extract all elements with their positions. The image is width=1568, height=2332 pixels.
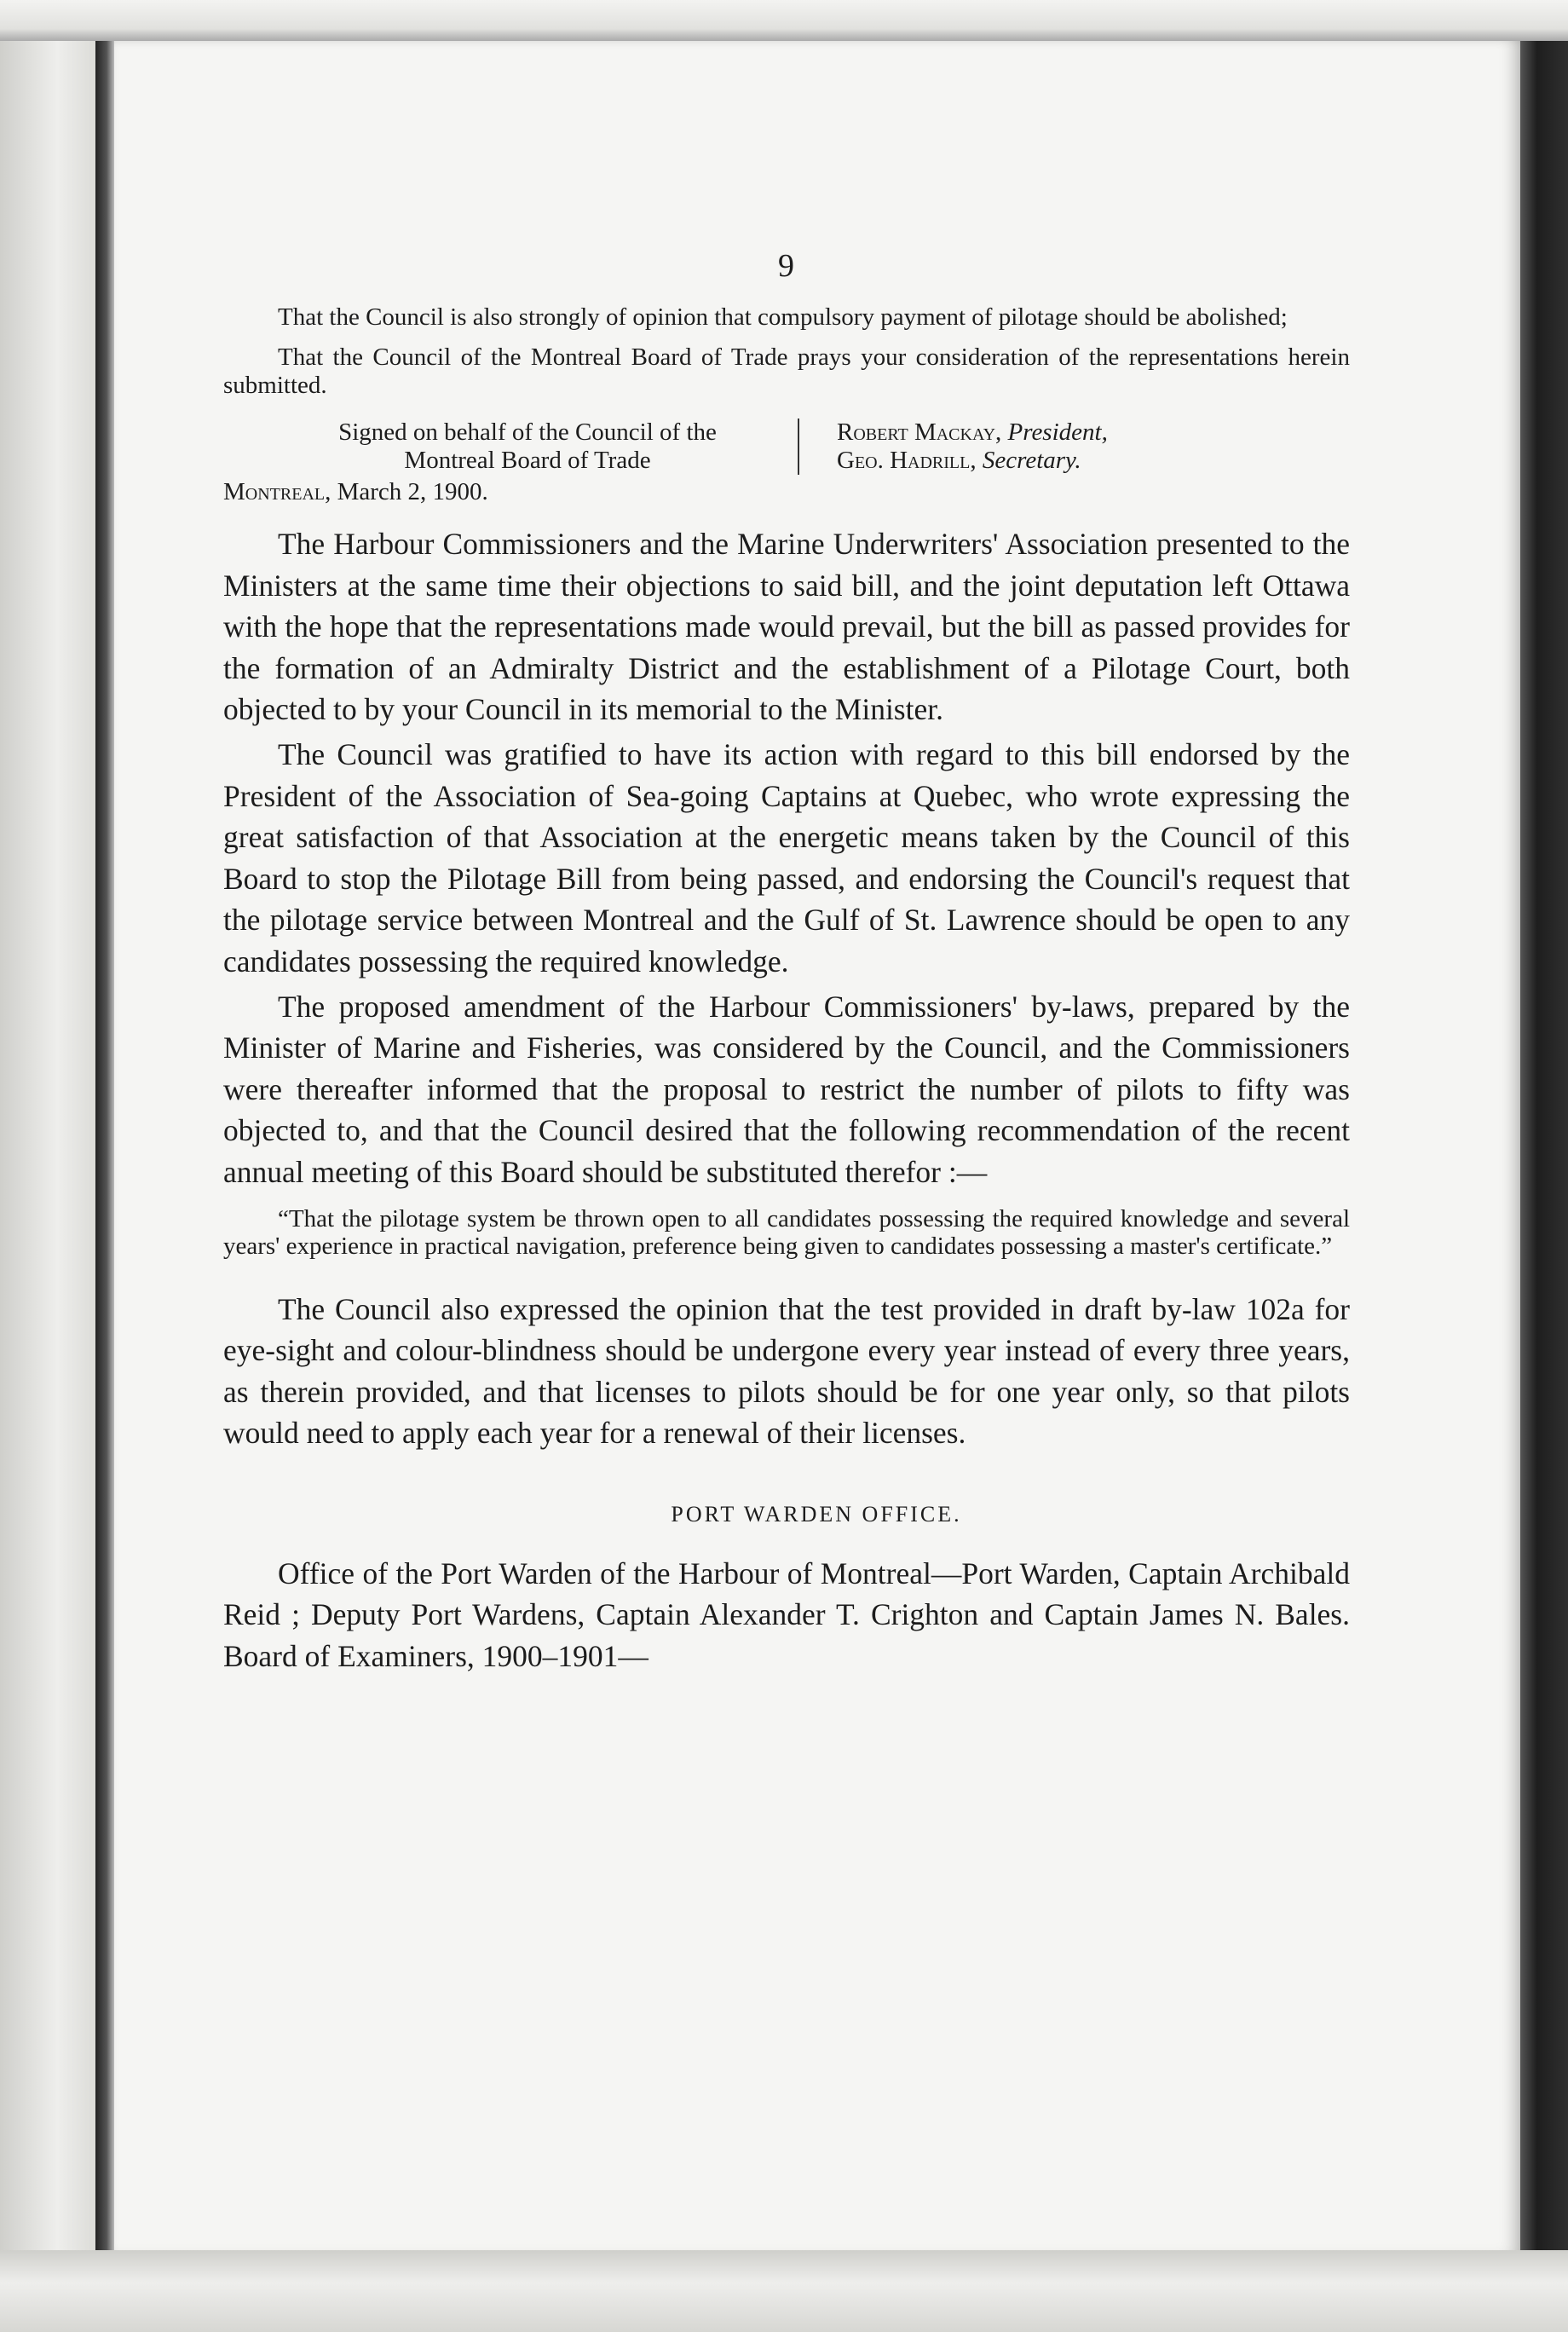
signatories (837, 418, 1108, 475)
signatory-secretary-name: Geo. Hadrill, (837, 447, 977, 474)
page-content (223, 247, 1350, 1681)
resolution-prays-consideration: That the Council of the Montreal Board of Trade prays your consideration of the representations herein submitted. (223, 343, 1350, 399)
dateline-place: Montreal, (223, 478, 331, 505)
page-number: 9 (778, 248, 795, 284)
paragraph-harbour-commissioners: The Harbour Commissioners and the Marine Underwriters' Association presented to the Ministers at the same time their objections to said bill, and the joint deputation left Ottawa with the hope that the representations made would prevail, but the bill as passed provides for the formation of an Admiralty District and the establishment of a Pilotage Court, both objected to by your Council in its memorial to the Minister. (223, 527, 1350, 727)
paragraph-proposed-amendment: The proposed amendment of the Harbour Commissioners' by-laws, prepared by the Minister of Marine and Fisheries, was considered by the Council, and the Commissioners were thereafter informed that the proposal to restrict the number of pilots to fifty was objected to, and that the Council desired that the following recommendation of the recent annual meeting of this Board should be substituted therefor :— (223, 989, 1350, 1189)
signature-on-behalf (223, 418, 799, 475)
facing-page-edge (0, 34, 102, 2267)
quoted-recommendation: “That the pilotage system be thrown open to all candidates possessing the required knowledge and several years' experience in practical navigation, preference being given to candidates possessing a master's certificate.” (223, 1204, 1350, 1260)
signatory-president-name: Robert Mackay, (837, 418, 1002, 446)
signatory-secretary (837, 447, 1108, 475)
signatory-president-title: President, (1007, 418, 1108, 446)
resolution-abolish-pilotage: That the Council is also strongly of opinion that compulsory payment of pilotage should be abolished; (278, 303, 1288, 331)
paragraph-port-warden-office: Office of the Port Warden of the Harbour of Montreal—Port Warden, Captain Archibald Reid ; Deputy Port Wardens, Captain Alexander T. Crighton and Captain James N. Bales. Board of Examiners, 1900–1901— (223, 1556, 1350, 1674)
page-right-edge (1520, 34, 1568, 2301)
page-top-edge (0, 0, 1568, 41)
paragraph-eyesight-test: The Council also expressed the opinion that the test provided in draft by-law 102a for eye-sight and colour-blindness should be undergone every year instead of every three years, as therein provided, and that licenses to pilots should be for one year only, so that pilots would need to apply each year for a renewal of their licenses. (223, 1291, 1350, 1451)
section-heading-port-warden: PORT WARDEN OFFICE. (671, 1501, 962, 1527)
signatory-president (837, 418, 1108, 447)
signatory-secretary-title: Secretary. (982, 447, 1081, 474)
signature-on-behalf-line1: Signed on behalf of the Council of the (338, 418, 717, 446)
dateline (223, 478, 1350, 506)
page-bottom-edge (0, 2250, 1568, 2332)
book-gutter (95, 34, 114, 2284)
dateline-date: March 2, 1900. (337, 478, 488, 505)
paragraph-council-gratified: The Council was gratified to have its action with regard to this bill endorsed by the President of the Association of Sea-going Captains at Quebec, who wrote expressing the great satisfaction of that Association at the energetic means taken by the Council of this Board to stop the Pilotage Bill from being passed, and endorsing the Council's request that the pilotage service between Montreal and the Gulf of St. Lawrence should be open to any candidates possessing the required knowledge. (223, 736, 1350, 978)
signature-on-behalf-line2: Montreal Board of Trade (404, 447, 651, 474)
signature-block (223, 418, 1350, 475)
